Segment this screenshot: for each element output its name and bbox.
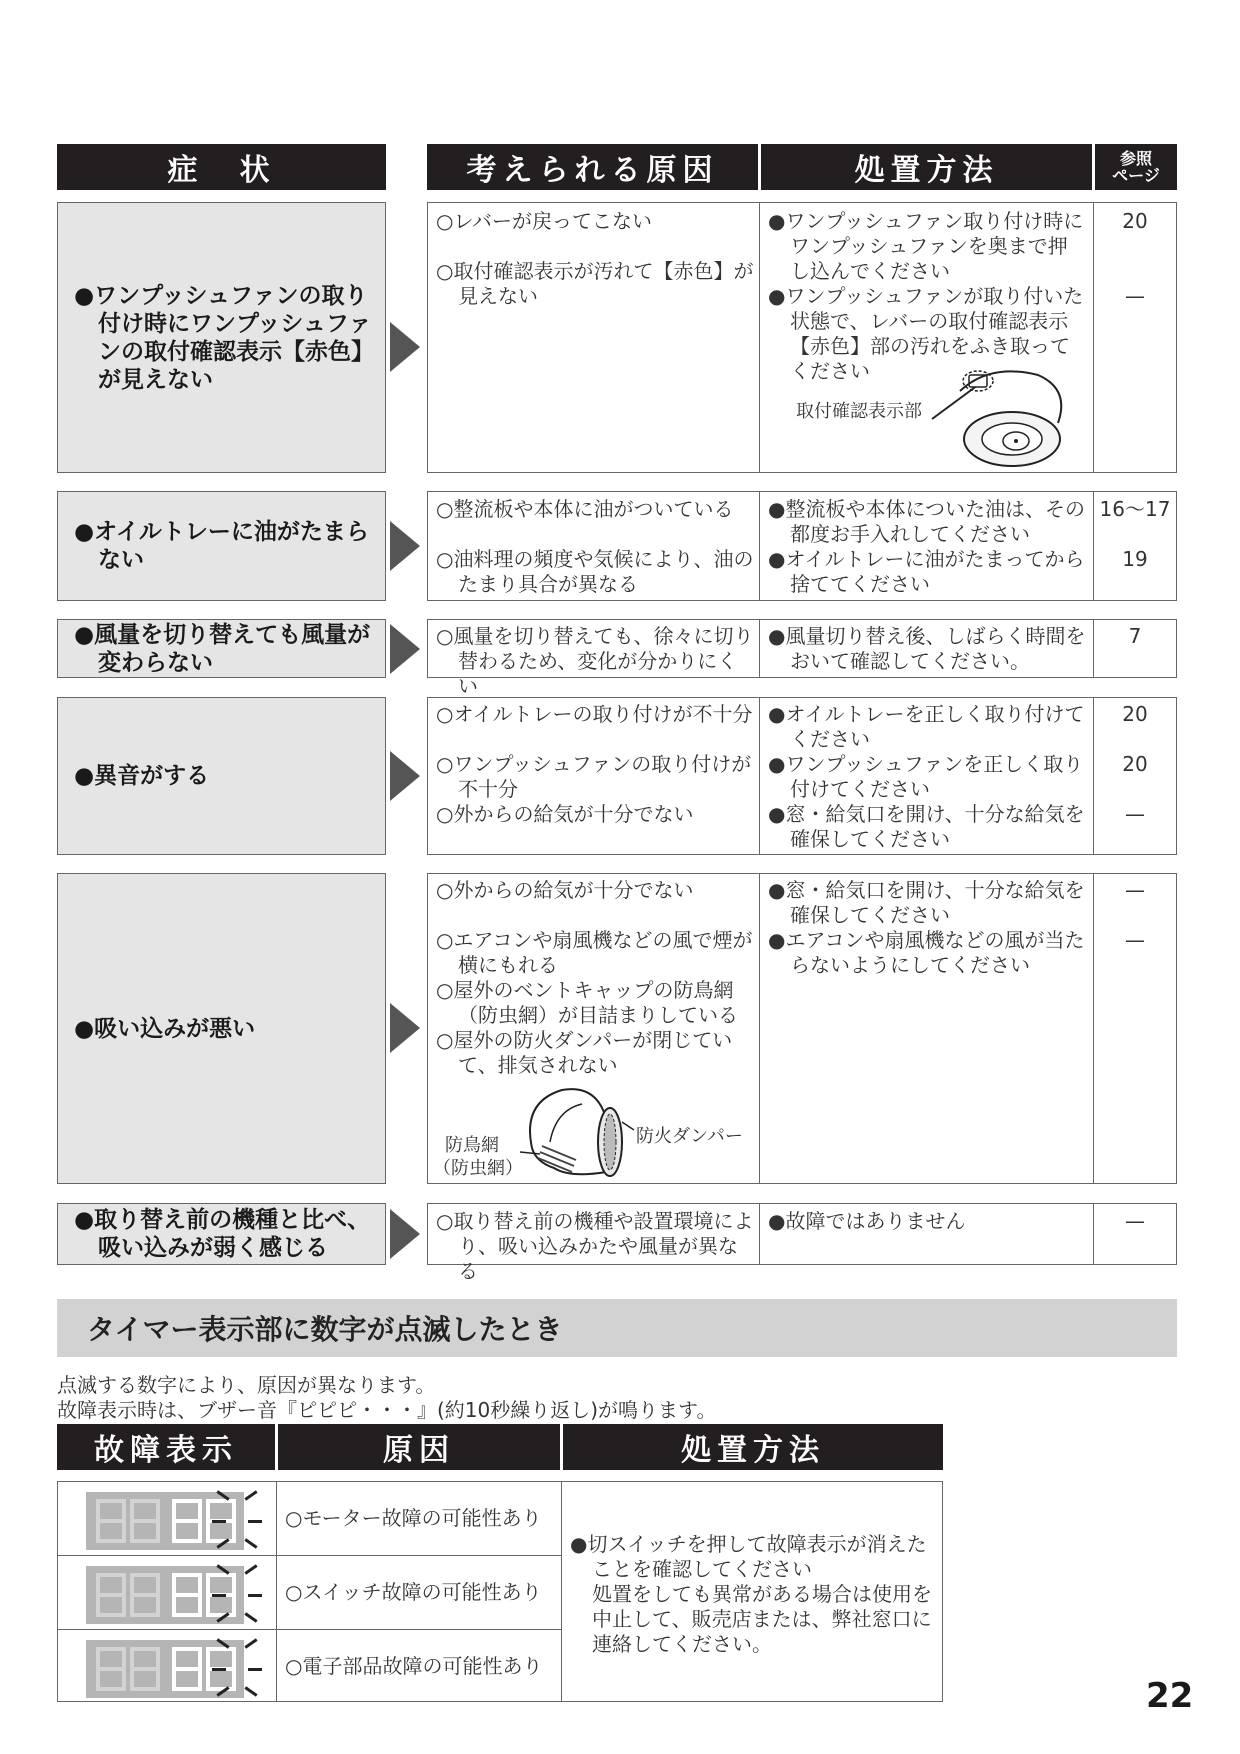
- figure-label: 取付確認表示部: [796, 401, 922, 422]
- table-row: [427, 873, 1177, 1184]
- fault-display-cell: [58, 1556, 276, 1630]
- cause-text: ○取付確認表示が汚れて【赤色】が見えない: [436, 259, 754, 308]
- ref-page: 19: [1122, 547, 1148, 571]
- section-note: 故障表示時は、ブザー音『ピピピ・・・』(約10秒繰り返し)が鳴ります。: [57, 1398, 717, 1422]
- remedy-cell: [760, 698, 1094, 854]
- ref-page: —: [1125, 928, 1145, 952]
- fault-display-cell: [58, 1630, 276, 1703]
- ref-cell: [1094, 1204, 1176, 1264]
- ref-page: —: [1125, 878, 1145, 902]
- symptom-cell: [57, 202, 386, 473]
- remedy-cell: [760, 492, 1094, 600]
- cause-text: ○油料理の頻度や気候により、油のたまり具合が異なる: [436, 547, 754, 596]
- vent-cap-figure-icon: [510, 1084, 640, 1182]
- remedy-cell: [760, 874, 1094, 1183]
- remedy-text: ●エアコンや扇風機などの風が当たらないようにしてください: [768, 928, 1085, 977]
- arrow-icon: [390, 751, 420, 801]
- page-number: 22: [1146, 1676, 1194, 1716]
- symptom-cell: [57, 619, 386, 678]
- table-row: [427, 1203, 1177, 1283]
- cause-text: ○レバーが戻ってこない: [436, 209, 653, 233]
- remedy-text: ●オイルトレーを正しく取り付けてください: [768, 702, 1085, 751]
- ref-page: —: [1125, 802, 1145, 826]
- figure-label: 防火ダンパー: [636, 1126, 743, 1147]
- cause-text: ○外からの給気が十分でない: [436, 878, 694, 902]
- fault-cause-text: ○モーター故障の可能性あり: [285, 1506, 542, 1530]
- symptom-text: ●取り替え前の機種と比べ、吸い込みが弱く感じる: [74, 1207, 371, 1261]
- table-row: [427, 697, 1177, 855]
- fault-display-column: [58, 1482, 277, 1701]
- cause-cell: [428, 874, 760, 1183]
- header-fault-display: 故障表示: [57, 1424, 275, 1470]
- symptom-cell: [57, 491, 386, 601]
- ref-page: 16〜17: [1099, 497, 1171, 521]
- fault-remedy-text: 処置をしても異常がある場合は使用を中止して、販売店または、弊社窓口に連絡してください。: [592, 1582, 932, 1656]
- remedy-cell: [760, 203, 1094, 472]
- remedy-cell: [760, 1204, 1094, 1264]
- ref-page: 20: [1122, 752, 1148, 776]
- remedy-text: ●整流板や本体についた油は、その都度お手入れしてください: [768, 497, 1086, 546]
- fault-cause-cell: [277, 1630, 561, 1703]
- remedy-text: ●オイルトレーに油がたまってから捨ててください: [768, 547, 1085, 596]
- ref-cell: [1094, 620, 1176, 677]
- symptom-text: ●風量を切り替えても風量が変わらない: [74, 621, 371, 676]
- header-fault-remedy: 処置方法: [563, 1424, 943, 1470]
- cause-text: ○外からの給気が十分でない: [436, 802, 694, 826]
- ref-cell: [1094, 203, 1176, 472]
- header-symptom: 症 状: [57, 144, 386, 190]
- fault-display-cell: [58, 1482, 276, 1556]
- arrow-icon: [390, 1209, 420, 1259]
- cause-cell: [428, 1204, 760, 1283]
- cause-cell: [428, 492, 760, 600]
- cause-text: ○取り替え前の機種や設置環境により、吸い込みかたや風量が異なる: [436, 1209, 754, 1283]
- ref-page: —: [1125, 1209, 1145, 1233]
- fault-remedy-text: ●切スイッチを押して故障表示が消えたことを確認してください: [570, 1532, 927, 1581]
- section-note: 点滅する数字により、原因が異なります。: [57, 1373, 436, 1397]
- remedy-text: ●窓・給気口を開け、十分な給気を確保してください: [768, 802, 1085, 851]
- fault-cause-column: [277, 1482, 562, 1701]
- ref-page: 20: [1122, 702, 1148, 726]
- section-title: タイマー表示部に数字が点滅したとき: [57, 1299, 1177, 1357]
- remedy-text: ●ワンプッシュファンが取り付いた状態で、レバーの取付確認表示【赤色】部の汚れをふき取ってください: [768, 284, 1084, 383]
- ref-page: —: [1125, 284, 1145, 308]
- cause-text: ○オイルトレーの取り付けが不十分: [436, 702, 753, 726]
- remedy-cell: [760, 620, 1094, 677]
- symptom-cell: [57, 1203, 386, 1265]
- symptom-text: ●オイルトレーに油がたまらない: [74, 519, 369, 573]
- arrow-icon: [390, 624, 420, 674]
- header-remedy: 処置方法: [761, 144, 1092, 190]
- cause-cell: [428, 698, 760, 854]
- arrow-icon: [390, 521, 420, 571]
- fan-figure-icon: [930, 361, 1090, 469]
- cause-cell: [428, 620, 760, 698]
- cause-text: ○屋外の防火ダンパーが閉じていて、排気されない: [436, 1028, 733, 1077]
- remedy-text: ●ワンプッシュファンを正しく取り付けてください: [768, 752, 1084, 801]
- fault-remedy-cell: [562, 1482, 942, 1701]
- fault-cause-text: ○電子部品故障の可能性あり: [285, 1654, 543, 1678]
- remedy-text: ●故障ではありません: [768, 1209, 966, 1233]
- header-reference-page: [1095, 144, 1177, 190]
- fault-table: [57, 1481, 943, 1702]
- remedy-text: ●風量切り替え後、しばらく時間をおいて確認してください。: [768, 624, 1086, 673]
- fault-cause-cell: [277, 1482, 561, 1556]
- arrow-icon: [390, 1003, 420, 1053]
- header-fault-cause: 原因: [278, 1424, 560, 1470]
- cause-cell: [428, 203, 760, 472]
- cause-text: ○整流板や本体に油がついている: [436, 497, 734, 521]
- ref-cell: [1094, 698, 1176, 854]
- fault-cause-text: ○スイッチ故障の可能性あり: [285, 1580, 542, 1604]
- figure-label: （防虫網）: [433, 1158, 523, 1179]
- table-row: [427, 619, 1177, 698]
- ref-cell: [1094, 492, 1176, 600]
- figure-label: 防鳥網: [445, 1135, 499, 1156]
- table-row: [427, 202, 1177, 473]
- cause-text: ○ワンプッシュファンの取り付けが不十分: [436, 752, 752, 801]
- header-ref-line1: 参照: [1119, 149, 1152, 168]
- ref-cell: [1094, 874, 1176, 1183]
- remedy-text: ●窓・給気口を開け、十分な給気を確保してください: [768, 878, 1085, 927]
- cause-text: ○屋外のベントキャップの防鳥網（防虫網）が目詰まりしている: [436, 978, 738, 1027]
- symptom-text: ●異音がする: [74, 763, 210, 789]
- remedy-text: ●ワンプッシュファン取り付け時にワンプッシュファンを奥まで押し込んでください: [768, 209, 1084, 283]
- arrow-icon: [390, 322, 420, 372]
- ref-page: 7: [1128, 624, 1142, 648]
- symptom-cell: [57, 873, 386, 1184]
- fault-cause-cell: [277, 1556, 561, 1630]
- cause-text: ○風量を切り替えても、徐々に切り替わるため、変化が分かりにくい: [436, 624, 754, 698]
- table-row: [427, 491, 1177, 601]
- ref-page: 20: [1122, 209, 1148, 233]
- symptom-text: ●ワンプッシュファンの取り付け時にワンプッシュファンの取付確認表示【赤色】が見えない: [74, 282, 374, 393]
- header-cause: 考えられる原因: [427, 144, 758, 190]
- header-ref-line2: ページ: [1112, 166, 1160, 185]
- symptom-text: ●吸い込みが悪い: [74, 1015, 256, 1042]
- cause-text: ○エアコンや扇風機などの風で煙が横にもれる: [436, 928, 753, 977]
- symptom-cell: [57, 697, 386, 855]
